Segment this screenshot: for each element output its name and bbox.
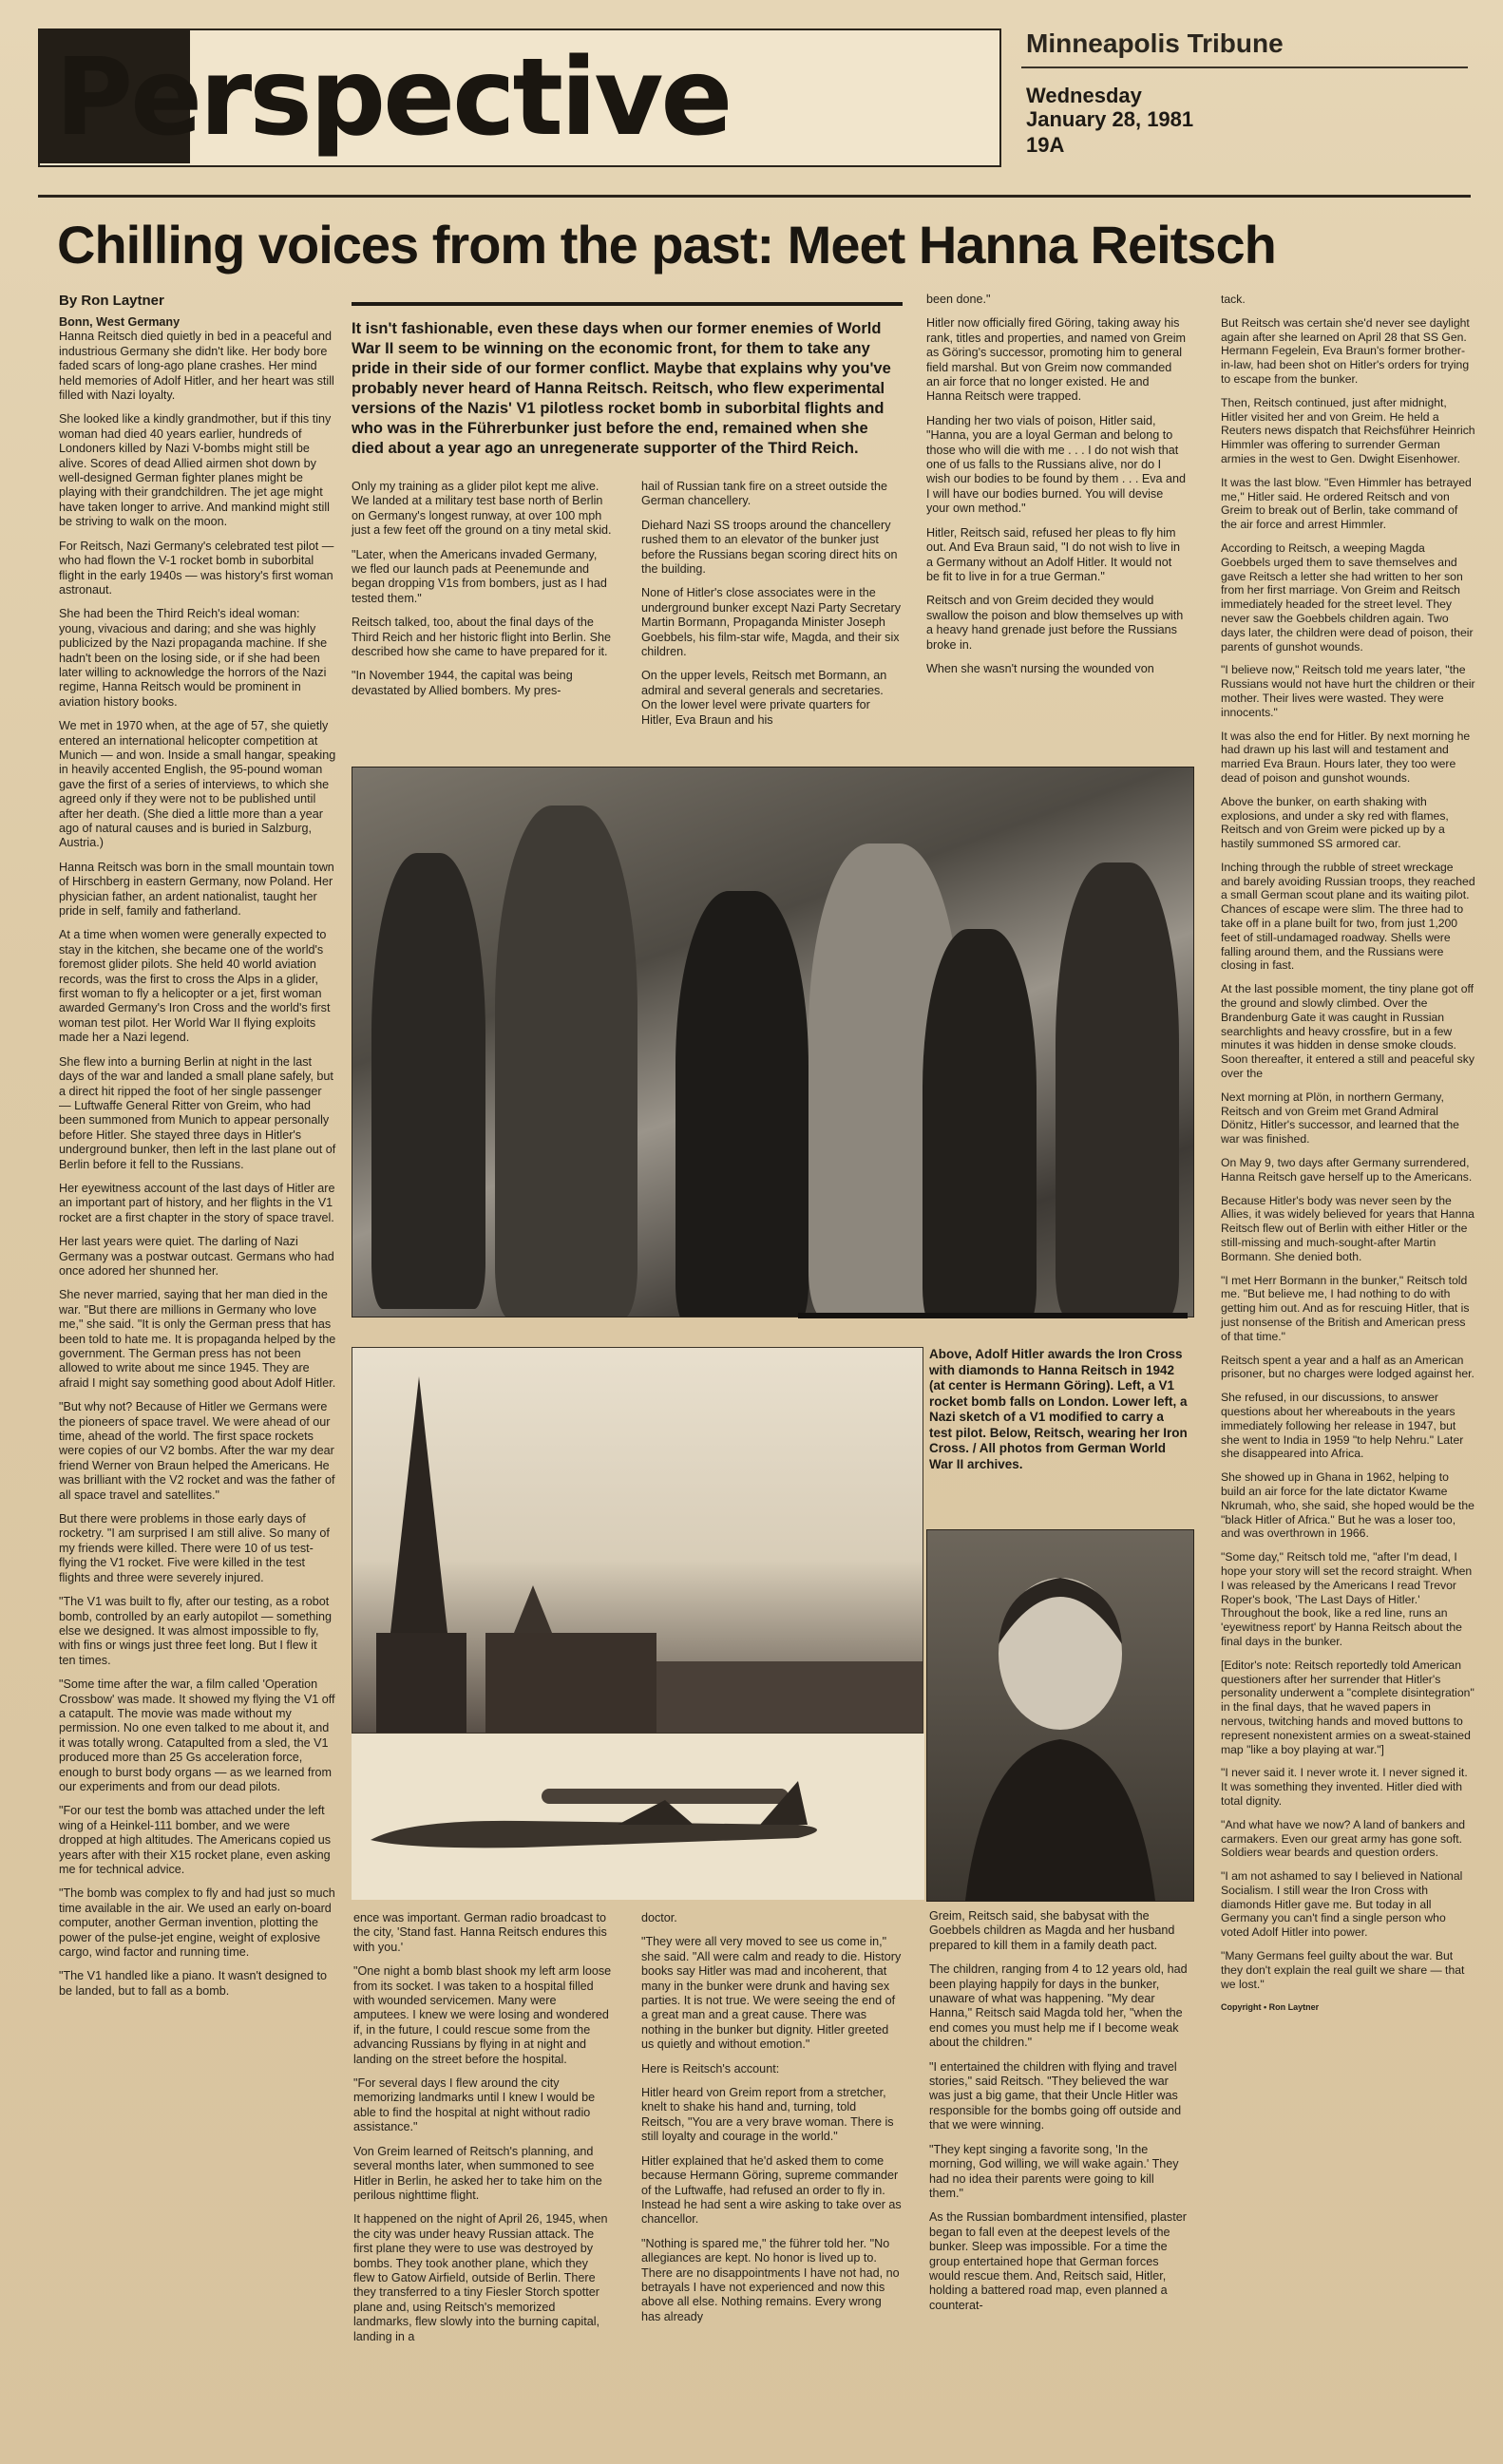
photo-figure xyxy=(675,891,809,1317)
photo-caption: Above, Adolf Hitler awards the Iron Cross with diamonds to Hanna Reitsch in 1942 (at center is Hermann Göring). Left, a V1 rocket bomb falls on London. Lower left, a Nazi sketch of a V1 modified to carry a test pilot. Below, Reitsch, wearing her Iron Cross. / All photos from German World War II archives. xyxy=(929,1347,1188,1471)
paragraph: "Many Germans feel guilty about the war. But they don't explain the real guilt we share — that we lost." xyxy=(1221,1949,1465,1991)
paragraph: We met in 1970 when, at the age of 57, she quietly entered an international helicopter competition at Munich — and won. Inside a small hangar, speaking in heavily accented English, the 95-pound woman gave the first of a series of interviews, to which she agreed only if they were not to be published until after her death. (She died a little more than a year ago of natural causes and is buried in Salzburg, Austria.) xyxy=(59,719,336,850)
paragraph: "In November 1944, the capital was being devastated by Allied bombers. My pres- xyxy=(352,669,573,697)
photo-figure xyxy=(495,806,637,1317)
paragraph: been done." xyxy=(926,293,991,306)
paragraph: Reitsch and von Greim decided they would swallow the poison and blow themselves up with a heavy hand grenade just before the Russians broke in. xyxy=(926,594,1184,652)
paragraph: tack. xyxy=(1221,293,1246,306)
paragraph: "The bomb was complex to fly and had just so much time available in the air. We used an early on-board computer, another German invention, plotting the power of the pulse-jet engine, weight of explosive cargo, wind factor and running time. xyxy=(59,1886,335,1960)
byline: By Ron Laytner xyxy=(59,293,164,309)
paragraph: Greim, Reitsch said, she babysat with the Goebbels children as Magda and her husband prepared to kill them in a family death pact. xyxy=(929,1909,1175,1952)
paragraph: Diehard Nazi SS troops around the chancellery rushed them to an elevator of the bunker just before the Russians began scoring direct hits on the building. xyxy=(641,518,898,577)
paragraph: Hanna Reitsch died quietly in bed in a peaceful and industrious Germany she didn't like. Her body bore faded scars of long-ago plane crashes. Her mind held memories of Adolf Hitler, and her heart was still filled with Nazi loyalty. xyxy=(59,330,334,403)
paragraph: Handing her two vials of poison, Hitler said, "Hanna, you are a loyal German and belong to those who will die with me . . . I do not wish that one of us falls to the Russians alive, nor do I wish our bodies to be found by them . . . Eva and I will have our bodies burned. You will devise your own method." xyxy=(926,413,1187,516)
paragraph: "They were all very moved to see us come in," she said. "All were calm and ready to die. History books say Hitler was mad and incoherent, that many in the bunker were drunk and having sex parties. It is not true. We were seeing the end of a great man and a great cause. There was nothing in the bunker but dignity. Hitler greeted us quietly and without emotion." xyxy=(641,1935,902,2052)
paragraph: "I am not ashamed to say I believed in National Socialism. I still wear the Iron Cross with diamonds Hitler gave me. But today in all Germany you can't find a single person who voted Adolf Hitler into power. xyxy=(1221,1869,1463,1940)
paragraph: She had been the Third Reich's ideal woman: young, vivacious and daring; and she was highly publicized by the Nazi propaganda machine. If she hadn't been on the losing side, or if she had been later willing to acknowledge the horrors of the Nazi regime, Hanna Reitsch would be prominent in aviation history books. xyxy=(59,607,328,709)
paragraph: It was the last blow. "Even Himmler has betrayed me," Hitler said. He ordered Reitsch and von Greim to break out of Berlin, take command of the air force and arrest Himmler. xyxy=(1221,475,1472,532)
paragraph: On May 9, two days after Germany surrendered, Hanna Reitsch gave herself up to the Americans. xyxy=(1221,1156,1473,1184)
paragraph: It happened on the night of April 26, 1945, when the city was under heavy Russian attack. The first plane they were to use was destroyed by bombs. They took another plane, which they flew to Gatow Airfield, outside of Berlin. There they transferred to a tiny Fiesler Storch spotter plane and, using Reitsch's memorized landmarks, flew slowly into the burning capital, landing in a xyxy=(353,2212,608,2343)
paragraph: "I believe now," Reitsch told me years later, "the Russians would not have hurt the children or their mother. Their lives were wasted. They were innocents." xyxy=(1221,663,1475,719)
paragraph: Then, Reitsch continued, just after midnight, Hitler visited her and von Greim. He held a Reuters news dispatch that Reichsführer Heinrich Himmler was offering to surrender German armies in the west to Gen. Dwight Eisenhower. xyxy=(1221,395,1475,465)
paragraph: Because Hitler's body was never seen by the Allies, it was widely believed for years that Hanna Reitsch flew out of Berlin with either Hitler or the still-missing and much-sought-after Martin Bormann. She denied both. xyxy=(1221,1193,1474,1263)
paragraph: ence was important. German radio broadcast to the city, 'Stand fast. Hanna Reitsch endures this with you.' xyxy=(353,1911,607,1954)
paragraph: Hitler now officially fired Göring, taking away his rank, titles and properties, and named von Greim as Göring's successor, promoting him to general field marshal. But von Greim now commanded an air force that no longer existed. He and Hanna Reitsch were trapped. xyxy=(926,316,1187,404)
paragraph: Reitsch talked, too, about the final days of the Third Reich and her historic flight into Berlin. She described how she came to have prepared for it. xyxy=(352,616,611,659)
paragraph: It was also the end for Hitler. By next morning he had drawn up his last will and testament and married Eva Braun. Hours later, they too were dead of poison and gunshot wounds. xyxy=(1221,729,1471,785)
portrait-illustration xyxy=(927,1530,1193,1901)
paragraph: Hitler heard von Greim report from a stretcher, knelt to shake his hand and, turning, told Reitsch, "You are a very brave woman. There is still loyalty and courage in the world." xyxy=(641,2086,894,2144)
paragraph: "Some time after the war, a film called 'Operation Crossbow' was made. It showed my flying the V1 off a catapult. The movie was made without my permission. No one even talked to me about it, and it was totally wrong. Catapulted from a sled, the V1 produced more than 25 Gs acceleration force, enough to burst body organs — as we learned from our experiments and from our dead pilots. xyxy=(59,1677,335,1793)
paragraph: Above the bunker, on earth shaking with explosions, and under a sky red with flames, Reitsch and von Greim were picked up by a hastily summoned SS armored car. xyxy=(1221,794,1449,851)
paragraph: But Reitsch was certain she'd never see daylight again after she learned on April 28 that SS Gen. Hermann Fegelein, Eva Braun's former brother-in-law, had been shot on Hitler's orders for trying to escape from the bunker. xyxy=(1221,315,1470,386)
paragraph: Next morning at Plön, in northern Germany, Reitsch and von Greim met Grand Admiral Dönitz, Hitler's successor, and learned that the war was finished. xyxy=(1221,1090,1459,1147)
copyright-line: Copyright • Ron Laytner xyxy=(1221,2002,1320,2013)
paragraph: "For several days I flew around the city memorizing landmarks until I knew I would be able to find the hospital at night without radio assistance." xyxy=(353,2076,596,2134)
paragraph: Her eyewitness account of the last days of Hitler are an important part of history, and her flights in the V1 rocket are a first chapter in the story of space travel. xyxy=(59,1181,335,1224)
dateline: Bonn, West Germany xyxy=(59,315,181,329)
column-4-bottom xyxy=(929,1909,1188,2322)
paragraph: None of Hitler's close associates were in the underground bunker except Nazi Party Secretary Martin Bormann, Propaganda Minister Joseph Goebbels, his film-star wife, Magda, and their six children. xyxy=(641,586,902,659)
paragraph: Hitler explained that he'd asked them to come because Hermann Göring, supreme commander of the Luftwaffe, had refused an order to fly in. Instead he had sent a wire asking to take over as chancellor. xyxy=(641,2153,902,2227)
intro-deck: It isn't fashionable, even these days when our former enemies of World War II seem to be winning on the economic front, for them to take any pride in their side of our former conflict. Maybe that explains why you've probably never heard of Hanna Reitsch. Reitsch, who flew experimental versions of the Nazis' V1 pilotless rocket bomb in suborbital flights and who was in the Führerbunker just before the end, remained when she died about a year ago an unregenerate supporter of the Third Reich. xyxy=(352,302,903,459)
paragraph: When she wasn't nursing the wounded von xyxy=(926,661,1154,675)
paragraph: Hitler, Reitsch said, refused her pleas to fly him out. And Eva Braun said, "I do not wish to live in a Germany without an Adolf Hitler. It would not be fit to live in for a true German." xyxy=(926,525,1180,583)
paragraph: Only my training as a glider pilot kept me alive. We landed at a military test base north of Berlin on Germany's longest runway, at over 100 mph just a few feet off the ground on a tiny metal skid. xyxy=(352,480,612,538)
photo-london-bomb xyxy=(352,1347,923,1734)
paper-rule xyxy=(1021,66,1468,68)
paragraph: The children, ranging from 4 to 12 years old, had been playing happily for days in the bunker, unaware of what was happening. "My dear Hanna," Reitsch said Magda told her, "when the end comes you must help me if I become weak about the children." xyxy=(929,1962,1188,2050)
paragraph: Hanna Reitsch was born in the small mountain town of Hirschberg in eastern Germany, now Poland. Her physician father, an ardent nationalist, taught her pride in self, family and fatherland. xyxy=(59,860,334,919)
paragraph: On the upper levels, Reitsch met Bormann, an admiral and several generals and secretaries. On the lower level were private quarters for Hitler, Eva Braun and his xyxy=(641,669,887,727)
paragraph: "For our test the bomb was attached under the left wing of a Heinkel-111 bomber, and we were dropped at high altitudes. The Americans copied us years after with their X15 rocket plane, even asking me for technical advice. xyxy=(59,1804,332,1876)
paragraph: "One night a bomb blast shook my left arm loose from its socket. I was taken to a hospital filled with wounded servicemen. Many were amputees. I knew we were losing and wondered if, in the future, I could rescue some from the advancing Russians by flying in at night and landing on the street before the hospital. xyxy=(353,1964,612,2066)
paragraph: [Editor's note: Reitsch reportedly told American questioners after her surrender that Hitler's personality underwent a "complete disintegration" in the final days, that he waved papers in nervous, twitching hands and moved buttons to represent nonexistent armies on a sweat-stained map "like a boy playing at war."] xyxy=(1221,1658,1474,1756)
paragraph: She never married, saying that her man died in the war. "But there are millions in Germany who love me," she said. "It is only the German press that has been told to hate me. It is propaganda helped by the government. The German press has not been allowed to write about me since 1945. They are afraid I might say something good about Adolf Hitler. xyxy=(59,1288,336,1390)
headline: Chilling voices from the past: Meet Hanna Reitsch xyxy=(57,215,1276,275)
paragraph: Here is Reitsch's account: xyxy=(641,2061,780,2075)
paragraph: According to Reitsch, a weeping Magda Goebbels urged them to save themselves and gave Reitsch a letter she had written to her son from her first marriage. Von Greim and Reitsch immediately headed for the street level. They never saw the Goebbels children again. Two days later, the children were dead of poison, their parents of gunshot wounds. xyxy=(1221,540,1474,654)
paragraph: As the Russian bombardment intensified, plaster began to fall even at the deepest levels of the bunker. Sleep was impossible. For a time the group entertained hope that German forces would rescue them. And, Reitsch said, Hitler, holding a battered road map, even planned a counterat- xyxy=(929,2210,1187,2312)
issue-day: Wednesday xyxy=(1026,84,1142,107)
paragraph: doctor. xyxy=(641,1911,677,1924)
column-4-top xyxy=(926,293,1188,686)
photo-figure xyxy=(923,929,1037,1317)
paragraph: "And what have we now? A land of bankers and carmakers. Even our great army has gone soft. Soldiers wear beards and question orders. xyxy=(1221,1817,1466,1860)
paragraph: "They kept singing a favorite song, 'In the morning, God willing, we will wake again.' They had no idea their parents were going to kill them." xyxy=(929,2142,1179,2200)
paragraph: "Some day," Reitsch told me, "after I'm dead, I hope your story will set the record straight. When I was released by the Americans I read Trevor Roper's book, 'The Last Days of Hitler.' Throughout the book, like a red line, runs an 'eyewitness report' by Hanna Reitsch about the final days in the bunker. xyxy=(1221,1550,1473,1648)
rocket-illustration xyxy=(352,1734,924,1900)
column-3-top xyxy=(641,480,903,737)
column-5 xyxy=(1221,293,1475,2024)
paragraph: She showed up in Ghana in 1962, helping to build an air force for the late dictator Kwame Nkrumah, who, she said, she hoped would be the "black Hitler of Africa." But he was a loser too, and was overthrown in 1966. xyxy=(1221,1470,1474,1541)
paragraph: She refused, in our discussions, to answer questions about her whereabouts in the years immediately following her release in 1947, but she went to India in 1959 "to help Nehru." Later she disappeared into Africa. xyxy=(1221,1391,1464,1461)
paragraph: Von Greim learned of Reitsch's planning, and several months later, when summoned to see Hitler in Berlin, he asked her to take him on the perilous nighttime flight. xyxy=(353,2144,602,2202)
paragraph: Reitsch spent a year and a half as an American prisoner, but no charges were lodged against her. xyxy=(1221,1353,1474,1381)
column-2-bottom xyxy=(353,1911,612,2354)
section-title: Perspective xyxy=(55,36,731,160)
paragraph: hail of Russian tank fire on a street outside the German chancellery. xyxy=(641,480,888,508)
v1-rocket-sketch xyxy=(352,1734,924,1900)
paragraph: But there were problems in those early days of rocketry. "I am surprised I am still alive. So many of my friends were killed. There were 10 of us test-flying the V1 rocket. Five were killed in the test flights and three were severely injured. xyxy=(59,1512,330,1584)
paragraph: "Later, when the Americans invaded Germany, we fled our launch pads at Peenemunde and began dropping V1s from bombers, just as I had tested them." xyxy=(352,547,607,605)
paragraph: She flew into a burning Berlin at night in the last days of the war and landed a small plane safely, but a direct hit ripped the foot of her single passenger — Luftwaffe General Ritter von Greim, who had been summoned from Munich to appear personally before Hitler. She stayed three days in Hitler's underground bunker, then left in the last plane out of Berlin before it fell to the Russians. xyxy=(59,1054,336,1171)
paragraph: "Nothing is spared me," the führer told her. "No allegiances are kept. No honor is lived up to. There are no disappointments I have not had, no betrayals I have not experienced and now this above all else. Nothing remains. Every wrong has already xyxy=(641,2236,900,2323)
page-number: 19A xyxy=(1026,133,1065,157)
paragraph: "But why not? Because of Hitler we Germans were the pioneers of space travel. We were ahead of our time, ahead of the world. The first space rockets were copies of our V2 bombs. After the war my dear friend Werner von Braun helped the Americans. He was brilliant with the V2 rocket and was the father of all space travel and satellites." xyxy=(59,1400,335,1502)
paragraph: She looked like a kindly grandmother, but if this tiny woman had died 40 years earlier, hundreds of Londoners killed by Nazi V-bombs might still be alive. Scores of dead Allied airmen shot down by well-designed German fighter planes might be playing with their grandchildren. The jet age might have taken longer to arrive. And mankind might still be striving to walk on the moon. xyxy=(59,412,332,529)
paragraph: For Reitsch, Nazi Germany's celebrated test pilot — who had flown the V-1 rocket bomb in suborbital flight in the early 1940s — was history's first woman astronaut. xyxy=(59,539,334,597)
column-1 xyxy=(59,315,336,2008)
paragraph: "I entertained the children with flying and travel stories," said Reitsch. "They believed the war was just a big game, that their Uncle Hitler was responsible for the bombs going off outside and that we were winning. xyxy=(929,2059,1182,2132)
paragraph: At the last possible moment, the tiny plane got off the ground and slowly climbed. Over the Brandenburg Gate it was caught in Russian searchlights and heavy crossfire, but in a few minutes it was hidden in dense smoke clouds. Soon thereafter, it entered a still and peaceful sky over the xyxy=(1221,982,1474,1081)
photo-reitsch-portrait xyxy=(926,1529,1194,1902)
paragraph: "I never said it. I never wrote it. I never signed it. It was something they invented. Hitler died with total dignity. xyxy=(1221,1766,1468,1808)
paragraph: "I met Herr Bormann in the bunker," Reitsch told me. "But believe me, I had nothing to do with getting him out. And as for rescuing Hitler, that is just nonsense of the British and American press of that time." xyxy=(1221,1273,1470,1343)
paragraph: "The V1 handled like a piano. It wasn't designed to be landed, but to fall as a bomb. xyxy=(59,1969,328,1998)
paragraph: Inching through the rubble of street wreckage and barely avoiding Russian troops, they reached a small German scout plane and its waiting pilot. Chances of escape were slim. The three had to take off in a plane built for two, from just 1,200 feet of still-undamaged roadway. Shells were falling around them, and the Russians were closing in fast. xyxy=(1221,860,1475,973)
paragraph: "The V1 was built to fly, after our testing, as a robot bomb, controlled by an early autopilot — something else we designed. It was almost impossible to fly, with fins or wings just three feet long. But I flew it ten times. xyxy=(59,1595,333,1667)
issue-date: January 28, 1981 xyxy=(1026,107,1194,131)
column-3-bottom xyxy=(641,1911,903,2334)
top-rule xyxy=(38,195,1471,198)
photo-figure xyxy=(371,853,485,1309)
column-2-top xyxy=(352,480,613,708)
photo-hitler-award xyxy=(352,767,1194,1317)
photo-figure xyxy=(1056,862,1179,1317)
paper-name: Minneapolis Tribune xyxy=(1026,28,1284,58)
fold-line xyxy=(798,1313,1188,1318)
paragraph: Her last years were quiet. The darling of Nazi Germany was a postwar outcast. Germans who had once adored her shunned her. xyxy=(59,1235,334,1278)
paragraph: At a time when women were generally expected to stay in the kitchen, she became one of the world's foremost glider pilots. She held 40 world aviation records, was the first to cross the Alps in a glider, first woman to fly a helicopter or a jet, first woman awarded Germany's Iron Cross and the world's first woman test pilot. Her World War II flying exploits made her a Nazi legend. xyxy=(59,928,331,1045)
church-spire-illustration xyxy=(352,1348,923,1733)
